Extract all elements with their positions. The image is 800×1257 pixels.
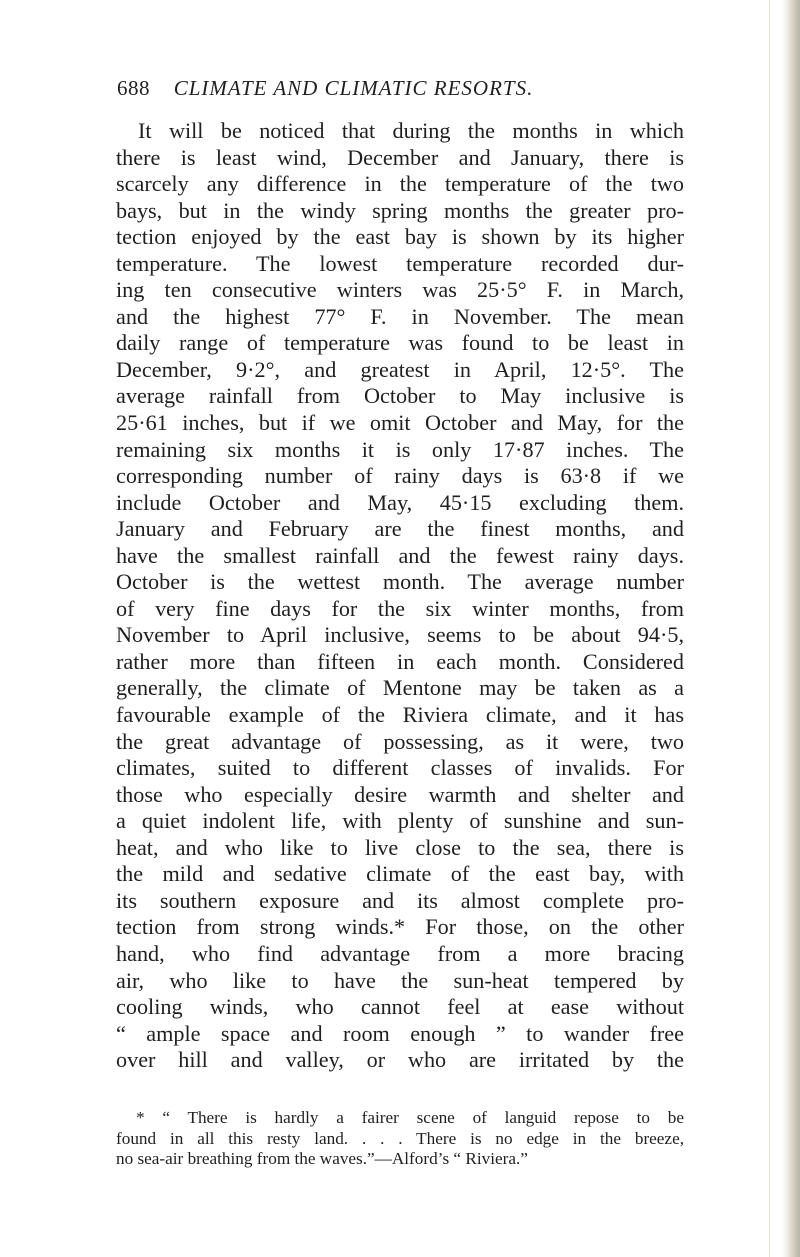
text-line: rather more than fifteen in each month. Considered [116,648,684,674]
text-line: January and February are the finest months, and [116,516,684,542]
text-line: tection from strong winds.* For those, on the other [116,914,684,940]
text-line: temperature. The lowest temperature recorded dur- [116,250,684,276]
text-line: daily range of temperature was found to be least in [116,330,684,356]
text-line: heat, and who like to live close to the sea, there is [116,834,684,860]
running-title: CLIMATE AND CLIMATIC RESORTS. [173,76,534,100]
text-line: generally, the climate of Mentone may be taken as a [116,675,684,701]
text-line: “ ample space and room enough ” to wander free [116,1020,684,1046]
text-line: a quiet indolent life, with plenty of sunshine and sun- [116,808,684,834]
text-line: have the smallest rainfall and the fewest rainy days. [116,542,684,568]
text-line: those who especially desire warmth and shelter and [116,781,684,807]
text-line: the great advantage of possessing, as it were, two [116,728,684,754]
footnote-line: * “ There is hardly a fairer scene of languid repose to be [136,1108,684,1127]
text-line: and the highest 77° F. in November. The mean [116,303,684,329]
text-line: the mild and sedative climate of the east bay, with [116,861,684,887]
footnote-line: found in all this resty land. . . . There is no edge in the breeze, [116,1128,684,1148]
book-page-edge [782,0,800,1257]
text-line: 25·61 inches, but if we omit October and May, for the [116,410,684,436]
text-line: remaining six months it is only 17·87 inches. The [116,436,684,462]
text-line: It will be noticed that during the months in which [138,118,684,143]
text-line: of very fine days for the six winter months, from [116,595,684,621]
text-line: include October and May, 45·15 excluding them. [116,489,684,515]
text-line: November to April inclusive, seems to be about 94·5, [116,622,684,648]
text-line: scarcely any difference in the temperature of the two [116,171,684,197]
text-line: tection enjoyed by the east bay is shown by its higher [116,224,684,250]
footnote-line: no sea-air breathing from the waves.”—Alford’s “ Riviera.” [116,1149,528,1168]
text-line: there is least wind, December and January, there is [116,144,684,170]
text-line: October is the wettest month. The average number [116,569,684,595]
body-paragraph [116,118,684,1074]
text-line: ing ten consecutive winters was 25·5° F. in March, [116,277,684,303]
page-number: 688 [117,76,150,100]
text-line: climates, suited to different classes of invalids. For [116,755,684,781]
footnote [116,1108,684,1170]
text-line: favourable example of the Riviera climate, and it has [116,702,684,728]
text-line: its southern exposure and its almost complete pro- [116,887,684,913]
text-line: over hill and valley, or who are irritated by the [116,1047,684,1073]
text-line: average rainfall from October to May inclusive is [116,383,684,409]
text-line: air, who like to have the sun-heat tempered by [116,967,684,993]
text-line: corresponding number of rainy days is 63·8 if we [116,463,684,489]
text-line: hand, who find advantage from a more bracing [116,940,684,966]
text-line: bays, but in the windy spring months the greater pro- [116,197,684,223]
page-edge-line [769,0,770,1257]
text-line: December, 9·2°, and greatest in April, 12·5°. The [116,356,684,382]
text-line: cooling winds, who cannot feel at ease without [116,994,684,1020]
running-header [117,76,697,106]
